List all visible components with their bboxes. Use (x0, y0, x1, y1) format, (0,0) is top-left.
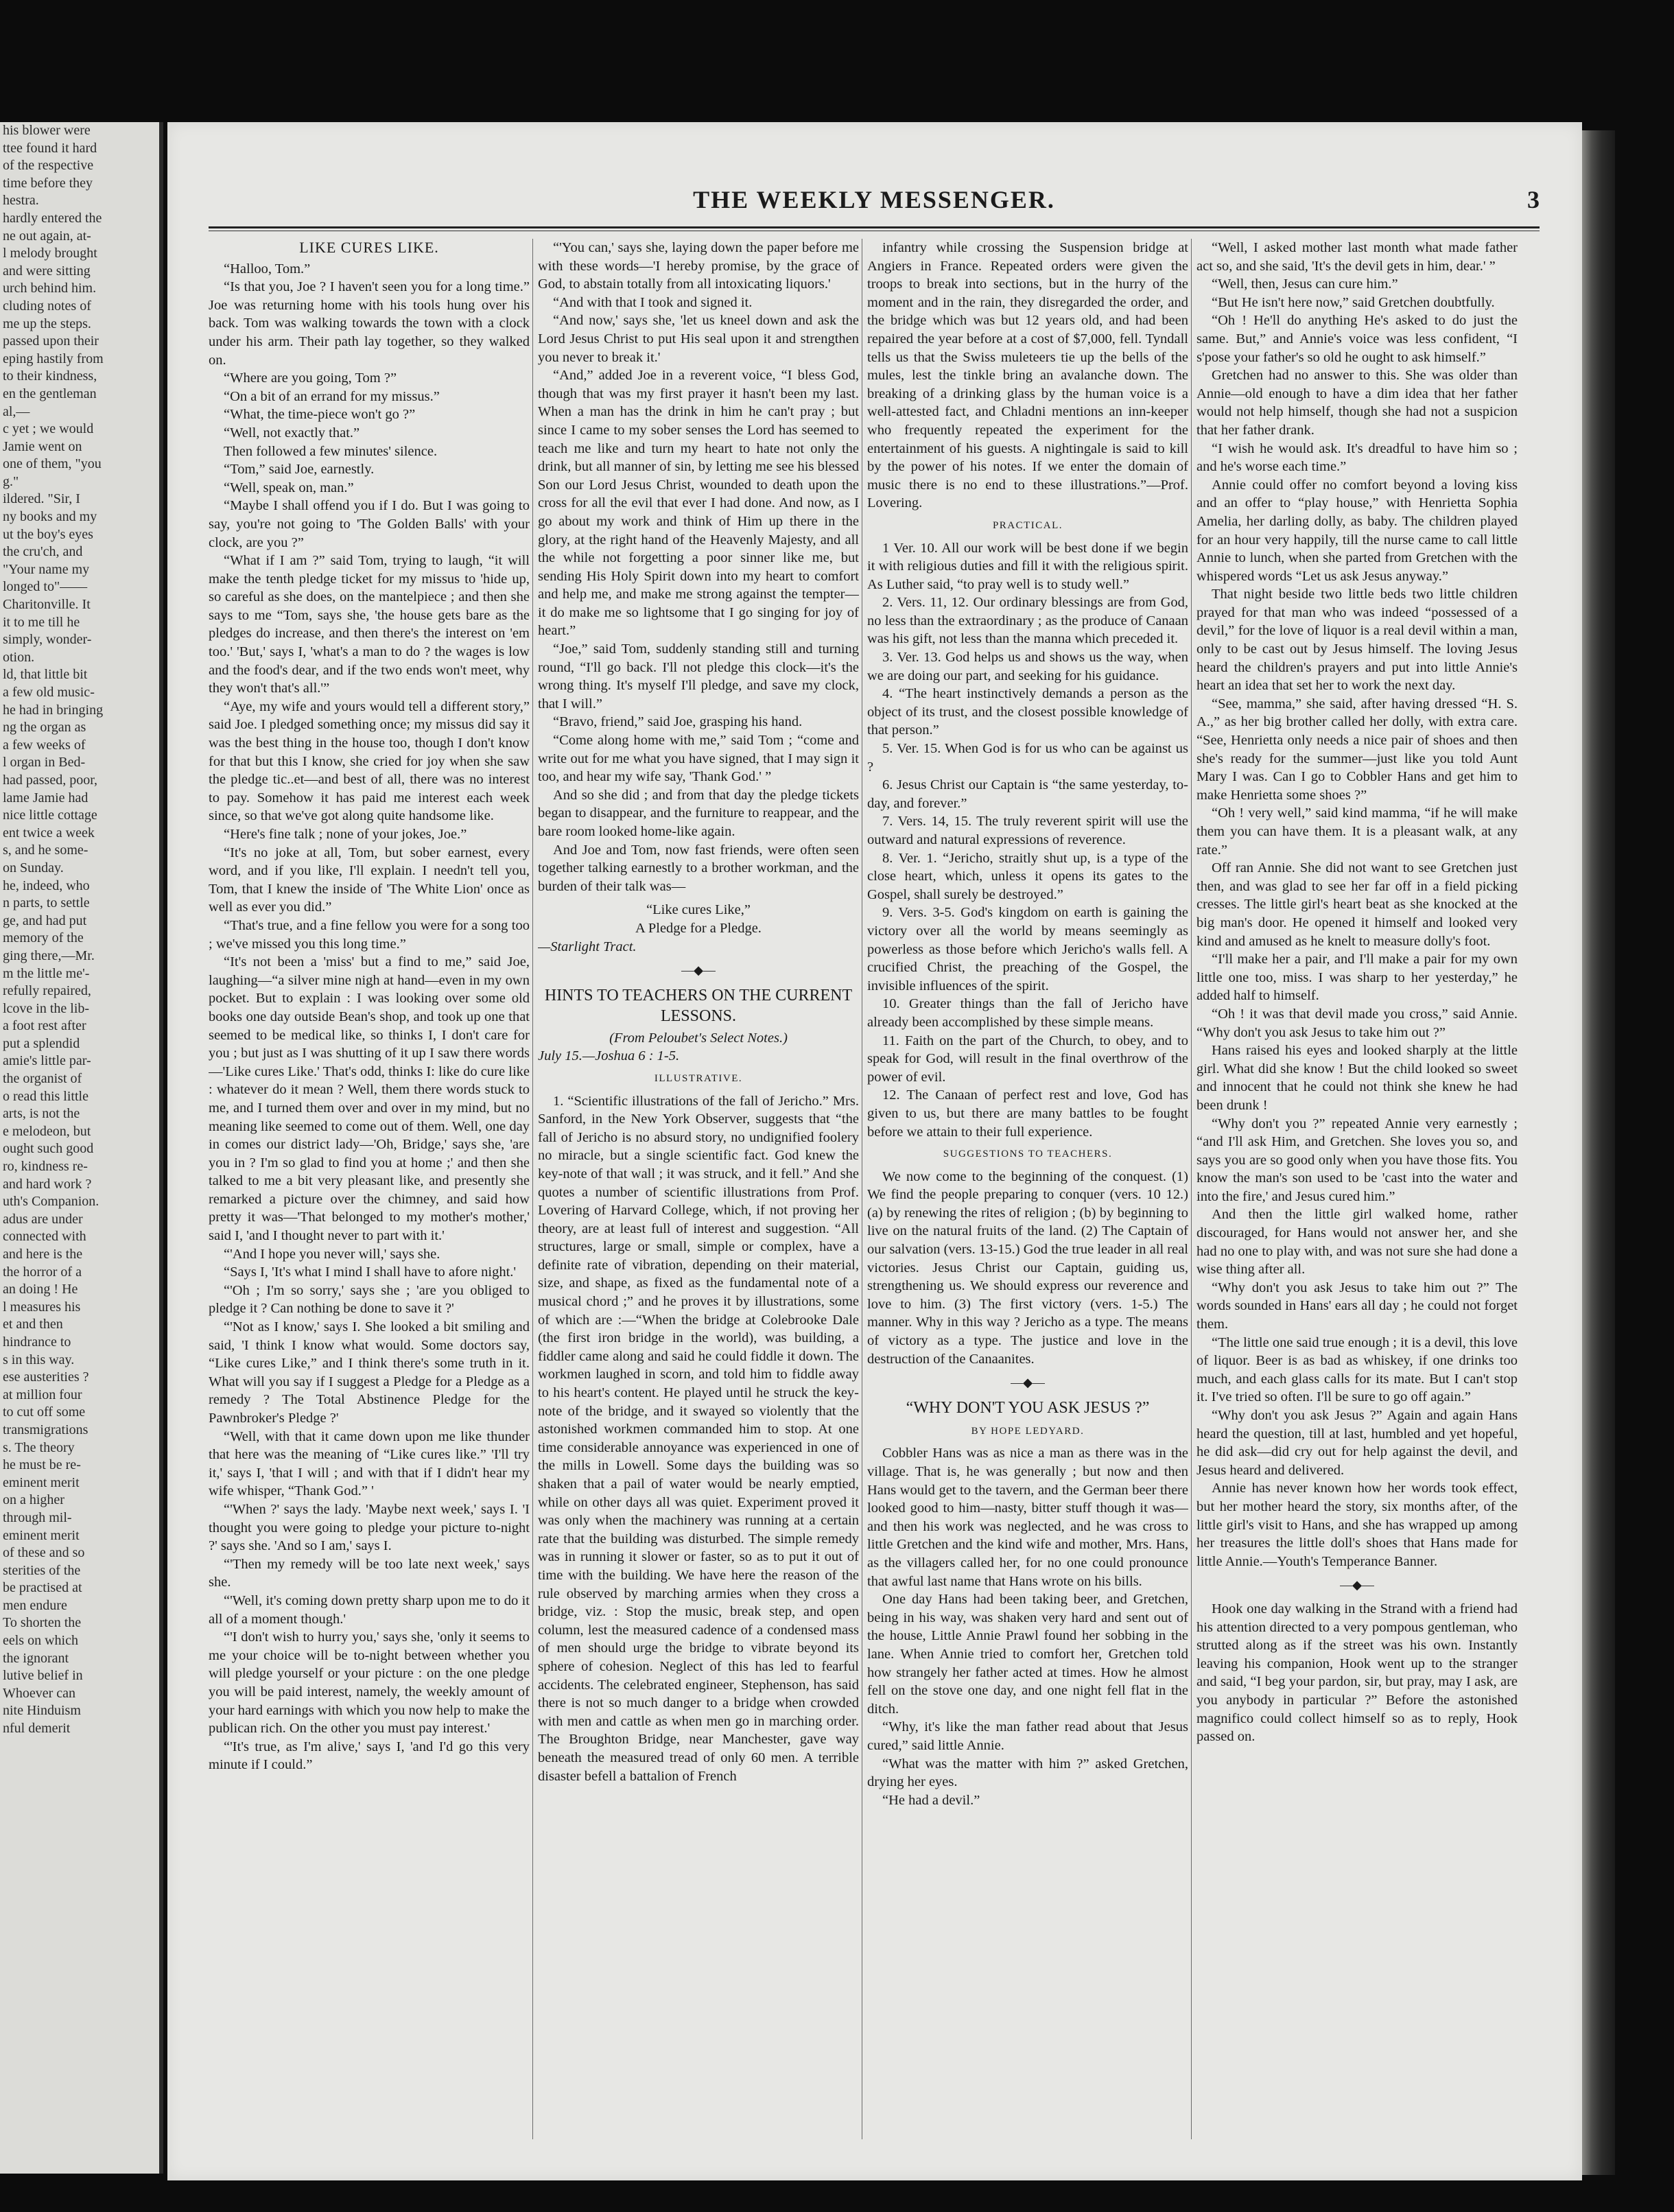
prev-page-line: otion. (3, 649, 35, 665)
paragraph: “That's true, and a fine fellow you were for a song too ; we've missed you this long time.” (209, 917, 530, 952)
prev-page-line: al,— (3, 403, 30, 419)
section-subheading: PRACTICAL. (992, 519, 1063, 531)
paragraph: 1 Ver. 10. All our work will be best done if we begin it with religious duties and fill it with the religious spirit. As Luther said, “to pray well is to study well.” (867, 540, 1188, 592)
prev-page-line: "Your name my (3, 561, 90, 577)
paragraph: “Says I, 'It's what I mind I shall have to afore night.' (224, 1264, 517, 1280)
paragraph: “On a bit of an errand for my missus.” (224, 388, 440, 404)
paragraph: “Well, not exactly that.” (224, 425, 360, 440)
prev-page-line: a few weeks of (3, 737, 86, 753)
paragraph: “Well, with that it came down upon me like thunder that here was the meaning of “Like cures like.” 'I'll try it,' says I, 'that I will ; and with that if I didn't hear my wife whisper, “Thank God.” ' (209, 1428, 530, 1499)
prev-page-line: passed upon their (3, 333, 99, 349)
paragraph: “What, the time-piece won't go ?” (224, 407, 416, 423)
prev-page-line: and were sitting (3, 263, 91, 279)
column-rule (1191, 239, 1192, 2139)
prev-page-line: be practised at (3, 1580, 82, 1596)
article-body (867, 1168, 1188, 1369)
column-3 (867, 239, 1188, 2139)
prev-page-line: the cru'ch, and (3, 544, 83, 560)
paragraph: “It's not been a 'miss' but a find to me,” said Joe, laughing—“a silver mine nigh at hand—even in my own pocket. But to explain : I was looking over some old books one day outside Bean's shop, and took up one that seemed to be medical like, so thinks I, I don't care for you ; but just as I was shutting of it up I saw there words—'Like cures Like.' That's odd, thinks I: like do cure like : whatever do it mean ? Well, them there words stuck to me, and I turned them over and over in my mind, but no meaning like seemed to come out of them. Well, one day in comes our district lady—'Oh, Bridge,' says she, 'are you in ? I'm so glad to find you at home ;' and then she talked to me a bit very pleasant like, and presently she remarked a picture over the chimney, and said how pretty it was—'That belonged to my mother's mother,' said I, 'and I thought never to part with it.' (209, 954, 530, 1244)
prev-page-line: hestra. (3, 193, 39, 209)
article-body (209, 260, 530, 1774)
paragraph: “'You can,' says she, laying down the paper before me with these words—'I hereby promise, by the grace of God, to abstain totally from all intoxicating liquors.' (538, 240, 859, 292)
paragraph: “Well, speak on, man.” (224, 480, 354, 495)
prev-page-line: lutive belief in (3, 1668, 83, 1684)
paragraph: “Aye, my wife and yours would tell a different story,” said Joe. I pledged something once; my missus did say it was the best thing in the house too, though I don't know for that but this I know, she cried for joy when she saw the pledge tic..et—and best of all, there was no interest to pay. Somehow it has paid me interest each week since, so that we've got along quite handsome like. (209, 698, 530, 824)
paragraph: “Bravo, friend,” said Joe, grasping his hand. (553, 714, 803, 730)
prev-page-line: sterities of the (3, 1562, 81, 1578)
prev-page-line: e melodeon, but (3, 1123, 91, 1139)
prev-page-line: it to me till he (3, 614, 80, 630)
prev-page-line: ld, that little bit (3, 667, 88, 683)
prev-page-line: connected with (3, 1229, 86, 1245)
prev-page-line: nful demerit (3, 1721, 71, 1737)
paragraph: “Joe,” said Tom, suddenly standing still and turning round, “I'll go back. I'll not pledge this clock—it's the wrong thing. It's myself I'll pledge, and save my clock, that I will.” (538, 642, 859, 711)
prev-page-line: a few old music- (3, 685, 95, 700)
paragraph: “Why, it's like the man father read about that Jesus cured,” said little Annie. (867, 1719, 1188, 1753)
prev-page-line: at million four (3, 1387, 82, 1402)
prev-page-line: et and then (3, 1317, 63, 1332)
prev-page-line: Whoever can (3, 1685, 76, 1701)
prev-page-line: on a higher (3, 1492, 64, 1508)
prev-page-line: s, and he some- (3, 843, 89, 858)
paragraph: 8. Ver. 1. “Jericho, straitly shut up, is a type of the close heart, which, unless it opens its gates to the Gospel, shall surely be destroyed.” (867, 850, 1188, 902)
paragraph: “Oh ! He'll do anything He's asked to do just the same. But,” and Annie's voice was less confident, “I s'pose your father's so old he ought to ask himself.” (1196, 313, 1518, 365)
prev-page-line: put a splendid (3, 1035, 80, 1051)
article-body (538, 239, 859, 895)
prev-page-line: ought such good (3, 1141, 94, 1157)
prev-page-line: on Sunday. (3, 860, 64, 875)
paragraph: “Is that you, Joe ? I haven't seen you for a long time.” Joe was returning home with his tools hung over his back. Tom was walking towards the town with a clock under his arm. Their path lay together, so they walked on. (209, 279, 530, 368)
prev-page-line: ent twice a week (3, 825, 95, 840)
paragraph: “Well, then, Jesus can cure him.” (1212, 276, 1398, 292)
paragraph: “The little one said true enough ; it is a devil, this love of liquor. Beer is as bad as whiskey, if one drinks too much, and each glass calls for its mate. But I can't stop it. I've tried so often. I'll be sure to go off again.” (1196, 1334, 1518, 1405)
masthead (209, 185, 1540, 217)
prev-page-line: en the gentleman (3, 386, 97, 401)
divider-ornament: —◆— (681, 963, 716, 978)
paragraph: “'I don't wish to hurry you,' says she, 'only it seems to me your choice will be to-night between whether you will pledge yourself or your picture : on the one pledge you will be paid interest, namely, the weekly amount of your hard earnings with which you now help to make the publican rich. On the other you must pay interest.' (209, 1629, 530, 1737)
prev-page-line: ny books and my (3, 509, 97, 525)
prev-page-line: an doing ! He (3, 1282, 78, 1297)
paragraph: “I wish he would ask. It's dreadful to have him so ; and he's worse each time.” (1196, 440, 1518, 475)
paragraph: And Joe and Tom, now fast friends, were often seen together talking earnestly to a brother workman, and the burden of their talk was— (538, 842, 859, 894)
column-4 (1196, 239, 1518, 2139)
paragraph: And so she did ; and from that day the pledge tickets began to disappear, and the furniture to reappear, and the bare room looked home-like again. (538, 787, 859, 839)
section-subheading: SUGGESTIONS TO TEACHERS. (943, 1149, 1113, 1160)
prev-page-line: ttee found it hard (3, 140, 97, 156)
prev-page-line: Charitonville. It (3, 597, 91, 613)
paragraph: “Here's fine talk ; none of your jokes, Joe.” (224, 827, 467, 842)
prev-page-line: the horror of a (3, 1264, 82, 1280)
masthead-rule (209, 226, 1540, 228)
prev-page-line: through mil- (3, 1509, 72, 1525)
prev-page-line: uth's Companion. (3, 1194, 99, 1210)
prev-page-line: hindrance to (3, 1334, 71, 1350)
prev-page-line: s. The theory (3, 1439, 75, 1455)
prev-page-line: simply, wonder- (3, 632, 92, 648)
prev-page-line: ildered. "Sir, I (3, 491, 80, 507)
prev-page-line: s in this way. (3, 1352, 75, 1367)
prev-page-line: To shorten the (3, 1615, 82, 1631)
masthead-title: THE WEEKLY MESSENGER. (693, 186, 1055, 213)
prev-page-line: lame Jamie had (3, 790, 89, 805)
prev-page-line: he must be re- (3, 1457, 81, 1473)
prev-page-line: lcove in the lib- (3, 1000, 90, 1016)
paragraph: “'Oh ; I'm so sorry,' says she ; 'are you obliged to pledge it ? Can nothing be done to save it ?' (209, 1282, 530, 1317)
source-note: (From Peloubet's Select Notes.) (609, 1030, 788, 1046)
paragraph: Hook one day walking in the Strand with a friend had his attention directed to a very pompous gentleman, who strutted along as if the street was his own. Instantly leaving his companion, Hook went up to the stranger and said, “I beg your pardon, sir, but pray, may I ask, are you anybody in particular ?” Before the astonished magnifico could collect himself so as to reply, Hook passed on. (1196, 1601, 1518, 1745)
newspaper-page (167, 122, 1582, 2180)
paragraph: “'Not as I know,' says I. She looked a bit smiling and said, 'I think I know what would. Some doctors say, “Like cures Like,” and I think there's some truth in it. What will you say if I suggest a Pledge for a Pledge as a remedy ? The Total Abstinence Pledge for the Pawnbroker's Pledge ?' (209, 1319, 530, 1426)
paragraph: And then the little girl walked home, rather discouraged, for Hans would not answer her, and she had no one to play with, and was not sure she had done a wise thing after all. (1196, 1207, 1518, 1278)
prev-page-line: cluding notes of (3, 298, 91, 314)
byline: BY HOPE LEDYARD. (971, 1425, 1085, 1437)
column-2 (538, 239, 859, 2139)
paragraph: 5. Ver. 15. When God is for us who can be against us ? (867, 741, 1188, 775)
paragraph: Hans raised his eyes and looked sharply at the little girl. What did she know ! But the child looked so sweet and innocent that he could not think she knew he had been drunk ! (1196, 1043, 1518, 1113)
prev-page-line: c yet ; we would (3, 421, 94, 437)
paragraph: “'Then my remedy will be too late next week,' says she. (209, 1556, 530, 1590)
paragraph: “I'll make her a pair, and I'll make a pair for my own little one too, miss. I was sharp to her yesterday,” he added half to himself. (1196, 952, 1518, 1004)
paragraph: “It's no joke at all, Tom, but sober earnest, every word, and if you like, I'll explain. I needn't tell you, Tom, that I knew the inside of 'The White Lion' once as well as ever you did.” (209, 845, 530, 915)
paragraph: “Where are you going, Tom ?” (224, 370, 397, 386)
motto-line: A Pledge for a Pledge. (635, 920, 762, 936)
paragraph: 11. Faith on the part of the Church, to obey, and to speak for God, will result in the final overthrow of the power of evil. (867, 1033, 1188, 1085)
paragraph: “Come along home with me,” said Tom ; “come and write out for me what you have signed, that I may sign it too, and hear my wife say, 'Thank God.' ” (538, 733, 859, 785)
paragraph: Annie has never known how her words took effect, but her mother heard the story, six months after, of the little girl's visit to Hans, and she has wrapped up among her treasures the little doll's shoes that Hans made for little Annie.—Youth's Temperance Banner. (1196, 1481, 1518, 1569)
prev-page-line: adus are under (3, 1211, 83, 1227)
paragraph: One day Hans had been taking beer, and Gretchen, being in his way, was shaken very hard and sent out of the house, Little Annie Prawl found her sobbing in the lane. When Annie tried to comfort her, Gretchen told how strangely her father acted at times. How he almost fell on the stove one day, and one night fell flat in the ditch. (867, 1592, 1188, 1717)
paragraph: Cobbler Hans was as nice a man as there was in the village. That is, he was generally ; but now and then Hans would get to the tavern, and the German beer there looked good to him—nasty, bitter stuff though it was—and then his work was neglected, and he was cross to little Gretchen and the kind wife and mother, Mrs. Hans, as the villagers called her, for no one could pronounce that awful last name that Hans wrote on his bills. (867, 1446, 1188, 1589)
paragraph: 12. The Canaan of perfect rest and love, God has given to us, but there are many battles to be fought before we attain to their full experience. (867, 1087, 1188, 1140)
prev-page-line: one of them, "you (3, 456, 102, 472)
prev-page-line: and here is the (3, 1247, 83, 1262)
prev-page-line: g." (3, 473, 19, 489)
prev-page-line: refully repaired, (3, 983, 91, 999)
prev-page-line: Jamie went on (3, 438, 82, 454)
prev-page-line: nite Hinduism (3, 1703, 81, 1719)
prev-page-line: memory of the (3, 930, 84, 946)
lesson-date: July 15.—Joshua 6 : 1-5. (538, 1048, 680, 1064)
paragraph: “He had a devil.” (882, 1792, 980, 1808)
paragraph: “'When ?' says the lady. 'Maybe next week,' says I. 'I thought you were going to pledge your picture to-night ?' says she. 'And so I am,' says I. (209, 1501, 530, 1554)
paragraph: Annie could offer no comfort beyond a loving kiss and an offer to “play house,” with Henrietta Sophia Amelia, her darling dolly, as baby. The children played for an hour very happily, till the nurse came to call little Annie to lunch, when she parted from Gretchen with the whispered words “Let us ask Jesus anyway.” (1196, 477, 1518, 584)
prev-page-line: nice little cottage (3, 808, 97, 823)
article-heading: HINTS TO TEACHERS ON THE CURRENT LESSONS. (544, 986, 853, 1025)
prev-page-line: a foot rest after (3, 1018, 86, 1034)
paragraph: “Oh ! very well,” said kind mamma, “if he will make them you can have them. It is a pleasant walk, at any rate.” (1196, 805, 1518, 858)
prev-page-line: the ignorant (3, 1650, 69, 1666)
paragraph: 3. Ver. 13. God helps us and shows us the way, when we are doing our part, and seeking for his guidance. (867, 650, 1188, 683)
article-body (1196, 239, 1518, 1570)
paragraph: “Why don't you ?” repeated Annie very earnestly ; “and I'll ask Him, and Gretchen. She loves you so, and says you are so good only when you have those fits. You know the man's son used to be 'cast into the water and into the fire,' and Jesus cured him.” (1196, 1116, 1518, 1204)
book-edge (1582, 130, 1615, 2175)
prev-page-line: longed to"—— (3, 579, 88, 595)
article-body (867, 1444, 1188, 1809)
prev-page-line: m the little me'- (3, 965, 90, 981)
paragraph: “'It's true, as I'm alive,' says I, 'and I'd go this very minute if I could.” (209, 1739, 530, 1773)
paragraph: 7. Vers. 14, 15. The truly reverent spirit will use the outward and natural expressions of reverence. (867, 814, 1188, 847)
prev-page-line: n parts, to settle (3, 895, 90, 911)
paragraph: Then followed a few minutes' silence. (224, 443, 438, 459)
page-number: 3 (1527, 186, 1540, 213)
paragraph: “Why don't you ask Jesus ?” Again and again Hans heard the question, till at last, humbled and yet hopeful, he did ask—did cry out for help against the devil, and Jesus heard and delivered. (1196, 1408, 1518, 1478)
prev-page-line: amie's little par- (3, 1053, 91, 1069)
prev-page-line: to cut off some (3, 1404, 86, 1420)
section-subheading: ILLUSTRATIVE. (654, 1072, 743, 1084)
prev-page-line: l melody brought (3, 246, 97, 261)
paragraph: “Why don't you ask Jesus to take him out ?” The words sounded in Hans' ears all day ; he could not forget them. (1196, 1280, 1518, 1332)
paragraph: “'And I hope you never will,' says she. (224, 1246, 440, 1262)
prev-page-line: he, indeed, who (3, 878, 90, 893)
article-body (867, 539, 1188, 1142)
paragraph: “Tom,” said Joe, earnestly. (224, 462, 375, 478)
prev-page-line: eping hastily from (3, 351, 104, 366)
paragraph: “See, mamma,” she said, after having dressed “H. S. A.,” as her big brother called her dolly, with extra care. “See, Henrietta only needs a nice pair of shoes and then she's ready for the summer—just like you told Aunt Mary I was. Can I go to Cobbler Hans and get him to make Henrietta some shoes ?” (1196, 696, 1518, 803)
paragraph: We now come to the beginning of the conquest. (1) We find the people preparing to conquer (vers. 10 12.) (a) by renewing the rites of religion ; (b) by beginning to live on the natural fruits of the land. (2) The Captain of our salvation (vers. 13-15.) God the true leader in all real victories. Jesus Christ our Captain, guiding us, strengthening us. We should express our reverence and love to him. (3) The first victory (vers. 1-5.) The manner. Why in this way ? Jericho as a type. The means of victory as a type. The justice and love in the destruction of the Canaanites. (867, 1168, 1188, 1367)
prev-page-line: men endure (3, 1597, 67, 1613)
paragraph: 4. “The heart instinctively demands a person as the object of its trust, and the closest possible knowledge of that person.” (867, 686, 1188, 738)
article-body (1196, 1600, 1518, 1746)
paragraph: 10. Greater things than the fall of Jericho have already been accomplished by these simple means. (867, 996, 1188, 1030)
paragraph: Gretchen had no answer to this. She was older than Annie—old enough to have a dim idea that her father would not help himself, though she had not a suspicion that her father drank. (1196, 368, 1518, 438)
column-rule (532, 239, 533, 2139)
prev-page-line: the organist of (3, 1071, 82, 1087)
source-credit: —Starlight Tract. (538, 939, 637, 954)
paragraph: “Well, I asked mother last month what made father act so, and she said, 'It's the devil gets in him, dear.' ” (1196, 240, 1518, 274)
prev-page-line: he had in bringing (3, 702, 104, 718)
prev-page-line: of these and so (3, 1545, 85, 1561)
paragraph: “Oh ! it was that devil made you cross,” said Annie. “Why don't you ask Jesus to take him out ?” (1196, 1006, 1518, 1040)
paragraph: infantry while crossing the Suspension bridge at Angiers in France. Repeated orders were given the troops to break into sections, but in the hurry of the moment and in the rain, they disregarded the order, and the bridge which was but 12 years old, and had been repaired the year before at a cost of $7,000, fell. Tyndall tells us that the Swiss muleteers tie up the bells of the mules, lest the tinkle bring an avalanche down. The breaking of a drinking glass by the human voice is a well-attested fact, and Chladni mentions an inn-keeper who frequently repeated the experiment for the entertainment of his guests. A nightingale is said to kill by the power of his notes. If we enter the domain of music there is no end to these illustrations.”—Prof. Lovering. (867, 240, 1188, 511)
prev-page-line: l measures his (3, 1299, 81, 1315)
prev-page-line: eminent merit (3, 1527, 80, 1543)
paragraph: “But He isn't here now,” said Gretchen doubtfully. (1212, 294, 1495, 310)
prev-page-line: to their kindness, (3, 368, 97, 384)
motto-line: “Like cures Like,” (646, 902, 751, 918)
paragraph: “Halloo, Tom.” (224, 261, 311, 276)
prev-page-line: o read this little (3, 1088, 89, 1104)
paragraph: 2. Vers. 11, 12. Our ordinary blessings are from God, no less than the extraordinary ; as the produce of Canaan was his gift, not less than the manna which preceded it. (867, 595, 1188, 647)
prev-page-line: ro, kindness re- (3, 1159, 88, 1175)
paragraph: That night beside two little beds two little children prayed for that man who was indeed “possessed of a devil,” for the love of liquor is a real devil within a man, only to be cast out by Jesus himself. The loving Jesus heard the children's prayers and put into little Annie's heart an idea that set her to work the next day. (1196, 587, 1518, 694)
paragraph: 6. Jesus Christ our Captain is “the same yesterday, to-day, and forever.” (867, 777, 1188, 811)
paragraph: “And now,' says she, 'let us kneel down and ask the Lord Jesus Christ to put His seal upon it and strengthen you never to break it.' (538, 313, 859, 365)
article-body (538, 1092, 859, 1786)
prev-page-line: had passed, poor, (3, 772, 98, 788)
prev-page-line: hardly entered the (3, 210, 102, 226)
paragraph: “What if I am ?” said Tom, trying to laugh, “it will make the tenth pledge ticket for my missus to 'hide up, so careful as she does, on the mantelpiece ; and then she says to me “Tom, says she, 'the house gets bare as the pledges do increase, and then there's the interest on 'em too.' 'But,' says I, 'what's a man to do ? the wages is low and the food's dear, and if the two ends won't meet, why they won't that's all.'” (209, 553, 530, 696)
paragraph: “And,” added Joe in a reverent voice, “I bless God, though that was my first prayer it hasn't been my last. When a man has the drink in him he can't pray ; but since I came to my sober senses the Lord has seemed to teach me like and turn my heart to hate not only the drink, but all manner of sin, by letting me see his blessed Son our Lord Jesus Christ, wounded to death upon the cross for all the evil that ever I had done. And now, as I go about my work and think of Him up there in the glory, at the right hand of the Heavenly Majesty, and all the while not forgetting a poor sinner like me, but sending His Holy Spirit down into my heart to comfort and help me, and make me strong against the tempter—it do make me so lightsome that I go singing for joy of heart.” (538, 368, 859, 639)
prev-page-line: ging there,—Mr. (3, 948, 95, 963)
prev-page-line: ese austerities ? (3, 1369, 89, 1385)
prev-page-line: his blower were (3, 123, 91, 138)
column-1 (209, 239, 530, 2139)
paragraph: Off ran Annie. She did not want to see Gretchen just then, and was glad to see her far off in a field picking cresses. The little girl's heart beat as she knocked at the big man's door. He opened it himself and looked very kind and amused as he knelt to measure dolly's foot. (1196, 860, 1518, 949)
article-body (867, 239, 1188, 513)
paragraph: “What was the matter with him ?” asked Gretchen, drying her eyes. (867, 1756, 1188, 1790)
article-heading: LIKE CURES LIKE. (299, 239, 439, 256)
prev-page-line: and hard work ? (3, 1176, 92, 1192)
article-heading: “WHY DON'T YOU ASK JESUS ?” (906, 1398, 1150, 1417)
prev-page-line: arts, is not the (3, 1106, 80, 1122)
prev-page-line: ng the organ as (3, 720, 86, 736)
previous-page-fragment (0, 122, 163, 2174)
paragraph: 9. Vers. 3-5. God's kingdom on earth is gaining the victory over all the world by means seemingly as powerless as those before which Jericho's walls fell. A crucified Christ, the preaching of the Gospel, the invisible influences of the spirit. (867, 905, 1188, 993)
prev-page-line: time before they (3, 175, 93, 191)
prev-page-line: transmigrations (3, 1422, 89, 1437)
prev-page-line: eminent merit (3, 1474, 80, 1490)
paragraph: “And with that I took and signed it. (553, 294, 753, 310)
paragraph: 1. “Scientific illustrations of the fall of Jericho.” Mrs. Sanford, in the New York Observer, suggests that “the fall of Jericho is no absurd story, no undignified foolery no miracle, but a single scientific fact. God knew the key-note of that wall ; it was struck, and it fell.” And she quotes a number of scientific illustrations from Prof. Lovering of Harvard College, which, if not proving her theory, are at least full of interest and suggestion. “All structures, large or small, simple or complex, have a definite rate of vibration, depending on their material, size, and shape, as fixed as the fundamental note of a musical chord ;” and he proves it by illustrations, some of which are :—“When the bridge at Colebrooke Dale (the first iron bridge in the world), was building, a fiddler came along and said he could fiddle it down. The workmen laughed in scorn, and told him to fiddle away to his heart's content. He played until he struck the key-note of the bridge, and it swayed so violently that the astonished workmen commanded him to stop. At one time considerable annoyance was experienced in one of the mills in Lowell. Some days the building was so shaken that a pail of water would be nearly emptied, while on other days all was quiet. Experiment proved it was only when the machinery was running at a certain rate that the building was disturbed. The simple remedy was in running it slower or faster, so as to put it out of time with the building. We have here the reason of the rule observed by marching armies when they cross a bridge, viz. : Stop the music, break step, and open column, lest the measured cadence of a condensed mass of men should urge the bridge to vibrate beyond its sphere of cohesion. Neglect of this has led to fearful accidents. The celebrated engineer, Stephenson, has said there is not so much danger to a bridge when crowded with men and cattle as when men go in marching order. The Broughton Bridge, near Manchester, gave way beneath the measured tread of only 60 men. A terrible disaster befell a battalion of French (538, 1093, 859, 1784)
paragraph: “Maybe I shall offend you if I do. But I was going to say, you're not going to 'The Golden Balls' with your clock, are you ?” (209, 498, 530, 550)
prev-page-line: of the respective (3, 158, 94, 174)
prev-page-line: ut the boy's eyes (3, 526, 93, 542)
prev-page-line: me up the steps. (3, 316, 91, 331)
prev-page-line: urch behind him. (3, 281, 97, 296)
divider-ornament: —◆— (1011, 1376, 1045, 1390)
prev-page-line: ge, and had put (3, 913, 87, 928)
prev-page-line: ne out again, at- (3, 228, 91, 244)
prev-page-line: l organ in Bed- (3, 755, 86, 770)
divider-ornament: —◆— (1340, 1578, 1374, 1592)
prev-page-line: eels on which (3, 1633, 78, 1649)
paragraph: “'Well, it's coming down pretty sharp upon me to do it all of a moment though.' (209, 1592, 530, 1627)
